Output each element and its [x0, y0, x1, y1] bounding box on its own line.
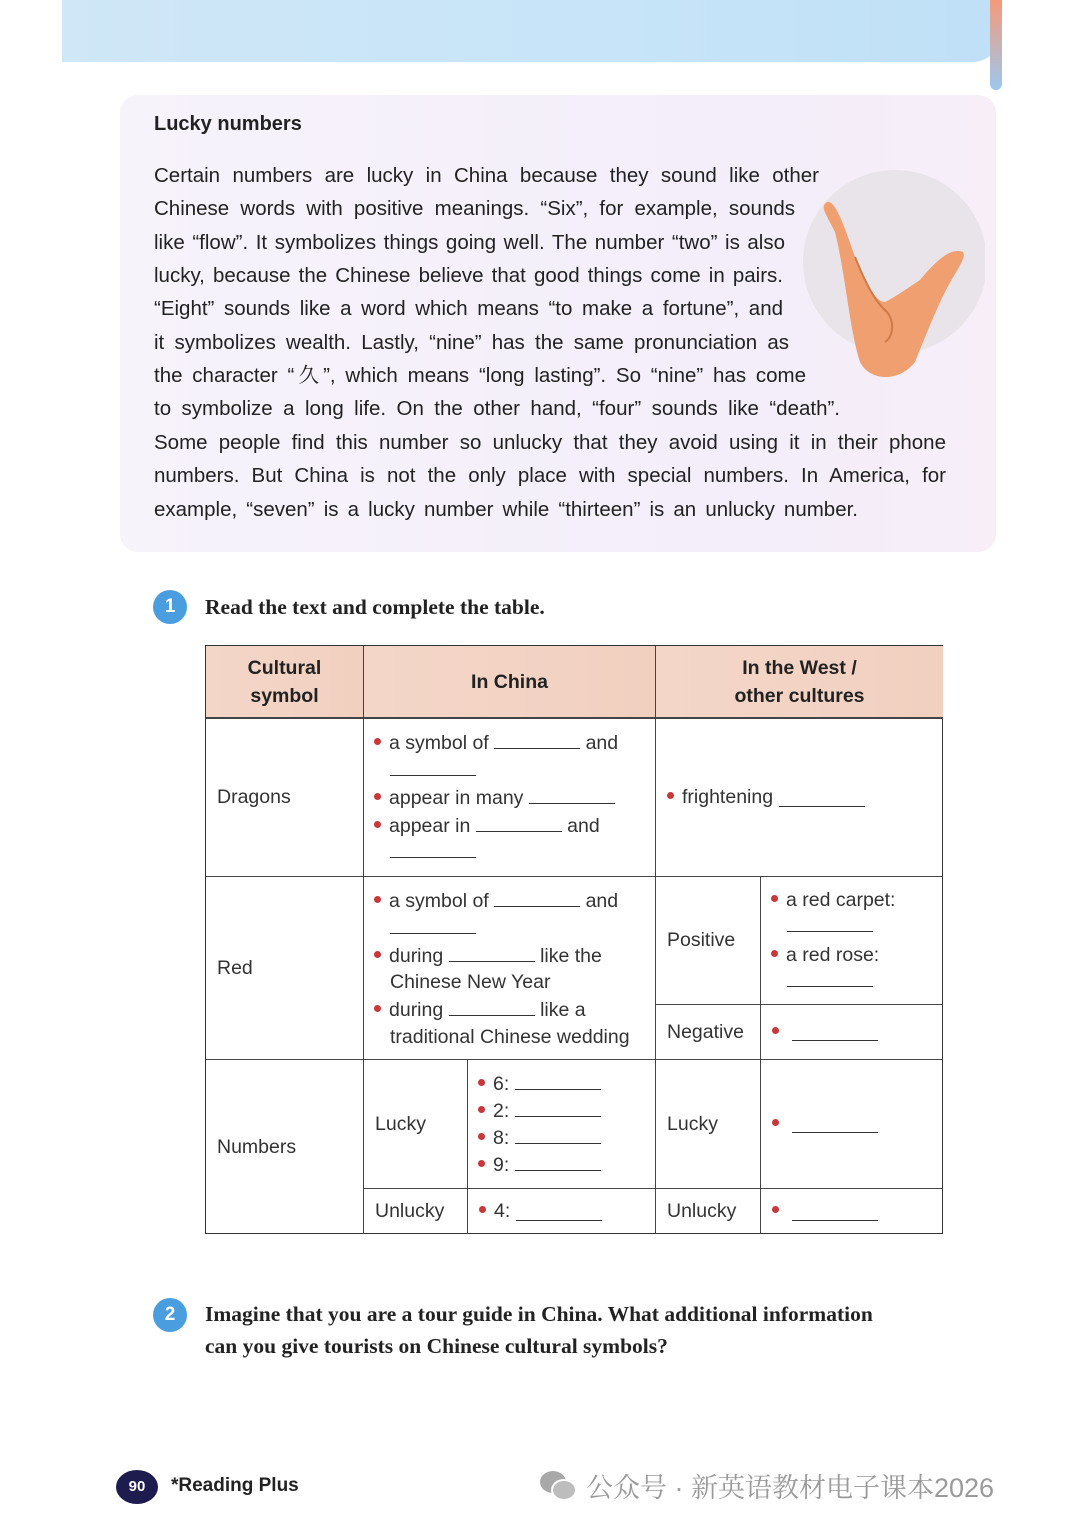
bullet-icon — [374, 951, 381, 958]
passage-line: to symbolize a long life. On the other hand, “four” sounds like “death”. — [154, 397, 840, 420]
bullet-icon — [479, 1206, 486, 1213]
header-cultural-symbol: Cultural symbol — [206, 646, 364, 719]
answer-blank[interactable] — [390, 916, 476, 934]
prompt-text: a red carpet: — [786, 889, 896, 911]
question-number-badge: 1 — [153, 590, 187, 624]
prompt-text: appear in many — [389, 787, 524, 809]
question-1-text: Read the text and complete the table. — [205, 595, 545, 619]
label-negative: Negative — [656, 1005, 761, 1060]
china-unlucky-label: Unlucky — [364, 1189, 468, 1234]
passage-line: Chinese words with positive meanings. “Six”, for example, sounds — [154, 197, 795, 220]
passage-line: Certain numbers are lucky in China because they sound like other — [154, 164, 819, 187]
prompt-text: 4: — [494, 1200, 511, 1222]
bullet-icon — [478, 1106, 485, 1113]
question-2-line: can you give tourists on Chinese cultural symbols? — [205, 1334, 668, 1358]
bullet-icon — [478, 1160, 485, 1167]
dragons-china-cell — [364, 719, 656, 877]
header-banner — [62, 0, 1002, 62]
answer-blank[interactable] — [792, 1023, 878, 1041]
answer-blank[interactable] — [516, 1203, 602, 1221]
answer-blank[interactable] — [779, 789, 865, 807]
row-label-red: Red — [206, 877, 364, 1060]
prompt-text: 2: — [493, 1100, 510, 1122]
bullet-icon — [374, 821, 381, 828]
answer-blank[interactable] — [494, 889, 580, 907]
prompt-text: and — [585, 890, 619, 912]
west-unlucky-cell — [761, 1189, 943, 1234]
watermark — [538, 1466, 994, 1505]
red-positive-cell — [761, 877, 943, 1005]
row-label-numbers: Numbers — [206, 1060, 364, 1234]
passage-line: example, “seven” is a lucky number while “thirteen” is an unlucky number. — [154, 498, 858, 521]
row-label-dragons: Dragons — [206, 719, 364, 877]
prompt-text: 6: — [493, 1073, 510, 1095]
china-lucky-label: Lucky — [364, 1060, 468, 1189]
page-edge-tab — [990, 0, 1002, 90]
label-positive: Positive — [656, 877, 761, 1005]
header-in-china: In China — [364, 646, 656, 719]
red-china-cell — [364, 877, 656, 1060]
passage-line: it symbolizes wealth. Lastly, “nine” has the same pronunciation as — [154, 331, 789, 354]
answer-blank[interactable] — [787, 914, 873, 932]
answer-blank[interactable] — [792, 1115, 878, 1133]
passage-line: “Eight” sounds like a word which means “to make a fortune”, and — [154, 297, 783, 320]
answer-blank[interactable] — [476, 814, 562, 832]
answer-blank[interactable] — [529, 786, 615, 804]
answer-blank[interactable] — [515, 1153, 601, 1171]
prompt-text: and — [585, 732, 619, 754]
passage-line: like “flow”. It symbolizes things going well. The number “two” is also — [154, 231, 785, 254]
prompt-text: 9: — [493, 1154, 510, 1176]
answer-blank[interactable] — [792, 1203, 878, 1221]
answer-blank[interactable] — [449, 998, 535, 1016]
bullet-icon — [374, 738, 381, 745]
bullet-icon — [374, 1005, 381, 1012]
dragons-west-cell — [656, 719, 943, 877]
prompt-text: like a — [540, 999, 586, 1021]
prompt-text: frightening — [682, 786, 774, 808]
bullet-icon — [771, 950, 778, 957]
red-negative-cell — [761, 1005, 943, 1060]
prompt-text: and — [567, 815, 600, 837]
answer-blank[interactable] — [494, 731, 580, 749]
prompt-text: 8: — [493, 1127, 510, 1149]
answer-blank[interactable] — [515, 1072, 601, 1090]
prompt-text: Chinese New Year — [390, 971, 551, 993]
bullet-icon — [478, 1079, 485, 1086]
section-name: *Reading Plus — [171, 1475, 299, 1496]
prompt-text: like the — [540, 945, 602, 967]
answer-blank[interactable] — [390, 840, 476, 858]
question-2-line: Imagine that you are a tour guide in China. What additional information — [205, 1302, 873, 1326]
bullet-icon — [667, 792, 674, 799]
bullet-icon — [772, 1206, 779, 1213]
answer-blank[interactable] — [390, 758, 476, 776]
west-lucky-label: Lucky — [656, 1060, 761, 1189]
prompt-text: a red rose: — [786, 944, 880, 966]
bullet-icon — [374, 896, 381, 903]
passage-line: the character “久”, which means “long lasting”. So “nine” has come — [154, 364, 806, 387]
prompt-text: a symbol of — [389, 732, 489, 754]
bullet-icon — [772, 1119, 779, 1126]
answer-blank[interactable] — [449, 944, 535, 962]
prompt-text: appear in — [389, 815, 471, 837]
china-lucky-cell — [468, 1060, 656, 1189]
passage-line: lucky, because the Chinese believe that good things come in pairs. — [154, 264, 783, 287]
wechat-icon — [538, 1469, 578, 1503]
answer-blank[interactable] — [787, 969, 873, 987]
hand-gesture-image — [795, 162, 985, 387]
answer-blank[interactable] — [515, 1099, 601, 1117]
bullet-icon — [374, 793, 381, 800]
prompt-text: a symbol of — [389, 890, 489, 912]
bullet-icon — [478, 1133, 485, 1140]
prompt-text: during — [389, 945, 444, 967]
west-unlucky-label: Unlucky — [656, 1189, 761, 1234]
passage-title: Lucky numbers — [154, 113, 302, 135]
page-number: 90 — [116, 1470, 158, 1504]
prompt-text: traditional Chinese wedding — [390, 1026, 630, 1048]
question-number-badge: 2 — [153, 1298, 187, 1332]
answer-blank[interactable] — [515, 1126, 601, 1144]
bullet-icon — [771, 895, 778, 902]
header-in-the-west: In the West / other cultures — [656, 646, 943, 719]
bullet-icon — [772, 1027, 779, 1034]
passage-line: Some people find this number so unlucky that they avoid using it in their phone — [154, 431, 946, 454]
prompt-text: during — [389, 999, 444, 1021]
answer-table — [205, 645, 943, 1234]
china-unlucky-cell — [468, 1189, 656, 1234]
passage-line: numbers. But China is not the only place with special numbers. In America, for — [154, 464, 946, 487]
watermark-text: 公众号 · 新英语教材电子课本2026 — [586, 1473, 995, 1503]
west-lucky-cell — [761, 1060, 943, 1189]
